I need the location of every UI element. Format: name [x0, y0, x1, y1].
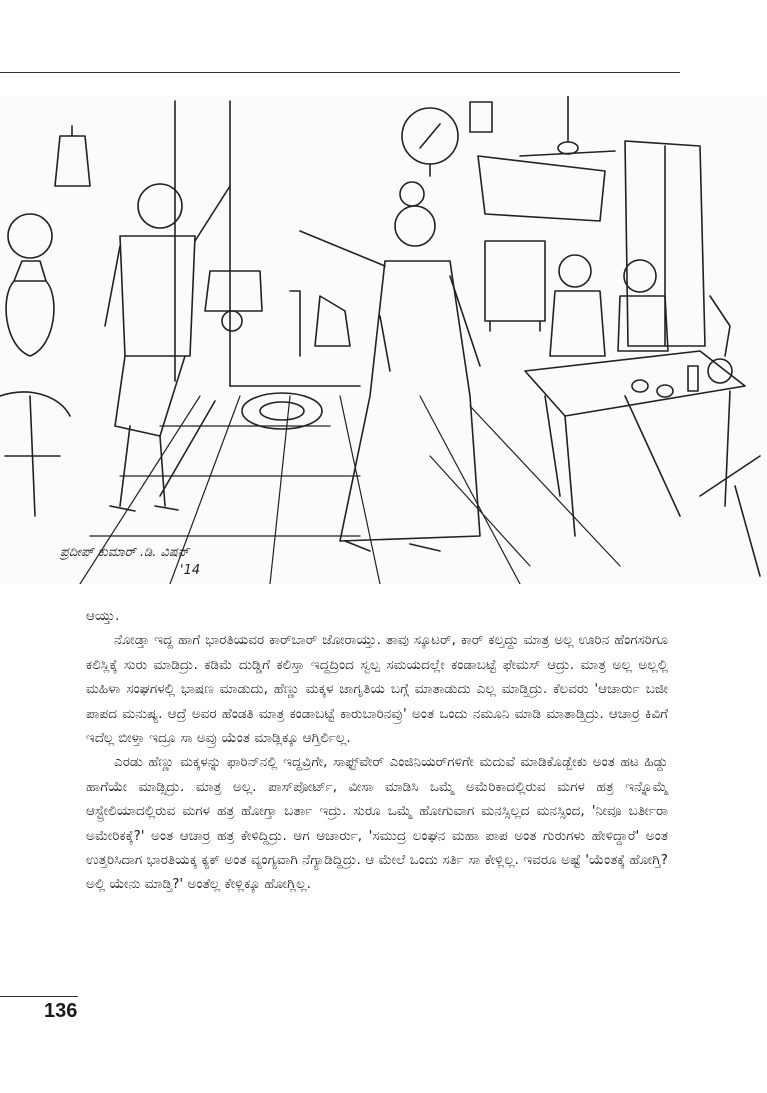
page-number: 136	[44, 1000, 78, 1022]
cabinet	[485, 241, 545, 331]
paragraph-continuation: ಆಯ್ತು.	[86, 608, 120, 624]
window	[478, 156, 605, 221]
side-table	[700, 456, 760, 576]
wardrobe	[625, 141, 705, 346]
toy-vehicle	[205, 271, 350, 356]
body-text	[86, 604, 668, 897]
bottom-rule	[0, 996, 78, 997]
ceiling-fan-icon	[520, 96, 615, 156]
man-figure	[105, 184, 230, 511]
woman-figure	[300, 182, 480, 551]
seated-girl-left	[550, 255, 605, 356]
chair	[0, 392, 70, 516]
top-rule	[0, 72, 680, 73]
seated-girl-right	[618, 260, 668, 351]
rangoli	[242, 393, 322, 429]
hanging-cloth	[55, 126, 90, 186]
artist-signature: ಪ್ರದೀಪ್ ಕುಮಾರ್ .ಡಿ. ವಿಷನ್	[60, 545, 190, 560]
paragraph-2: ಎರಡು ಹೆಣ್ಣು ಮಕ್ಕಳನ್ನು ಫಾರಿನ್‌ನಲ್ಲಿ ಇದ್ದವ್ರಿಗೇ, ಸಾಫ್ಟ್‌ವೇರ್ ಎಂಜಿನಿಯರ್‌ಗಳಿಗೇ ಮದುವೆ ಮಾಡಿಕೊಡ್ಬೇಕು ಅಂತ ಹಟ ಹಿಡ್ದು ಹಾಗೆಯೇ ಮಾಡ್ಸಿದ್ರು. ಮಾತ್ರ ಅಲ್ಲ. ಪಾಸ್‌ಪೋರ್ಟ್, ವೀಸಾ ಮಾಡಿಸಿ ಒಮ್ಮೆ ಅಮೆರಿಕಾದಲ್ಲಿರುವ ಮಗಳ ಹತ್ರ ಇನ್ನೊಮ್ಮೆ ಆಸ್ಟ್ರೇಲಿಯಾದಲ್ಲಿರುವ ಮಗಳ ಹತ್ರ ಹೋಗ್ತಾ ಬರ್ತಾ ಇದ್ರು. ಸುರೂ ಒಮ್ಮೆ ಹೋಗುವಾಗ ಮನಸ್ಸಿಲ್ಲದ ಮನಸ್ಸಿಂದ, 'ನೀವೂ ಬರ್ತೀರಾ ಅಮೇರಿಕಕ್ಕೆ?' ಅಂತ ಆಚಾರ್ರ ಹತ್ರ ಕೇಳಿದ್ದಿದ್ರು. ಆಗ ಆಚಾರ್ರು, 'ಸಮುದ್ರ ಲಂಘನ ಮಹಾ ಪಾಪ ಅಂತ ಗುರುಗಳು ಹೇಳಿದ್ದಾರೆ' ಅಂತ ಉತ್ತರಿಸಿದಾಗ ಭಾರತಿಯಕ್ಕ ಕ್ಯಕ್ ಅಂತ ವ್ಯಂಗ್ಯವಾಗಿ ನೆಗ್ಯಾಡಿದ್ದಿದ್ರು. ಆ ಮೇಲೆ ಒಂದು ಸರ್ತಿ ಸಾ ಕೇಳ್ಲಿಲ್ಲ. ಇವರೂ ಅಷ್ಟೆ 'ಯೆಂತಕ್ಕೆ ಹೋಗ್ತಿ? ಅಲ್ಲಿ ಯೇನು ಮಾಡ್ತಿ?' ಅಂತೆಲ್ಲ ಕೇಳ್ಲಿಕ್ಕೂ ಹೋಗ್ಲಿಲ್ಲ.	[86, 754, 668, 893]
paragraph-1: ನೋಡ್ತಾ ಇದ್ದ ಹಾಗೆ ಭಾರತಿಯವರ ಕಾರ್‌ಬಾರ್ ಜೋರಾಯ್ತು. ತಾವು ಸ್ಕೂಟರ್, ಕಾರ್ ಕಲ್ತದ್ದು ಮಾತ್ರ ಅಲ್ಲ ಊರಿನ ಹೆಂಗಸರಿಗೂ ಕಲಿಸ್ಲಿಕ್ಕೆ ಸುರು ಮಾಡಿದ್ರು. ಕಡಿಮೆ ದುಡ್ಡಿಗೆ ಕಲಿಸ್ತಾ ಇದ್ದದ್ರಿಂದ ಸ್ವಲ್ಪ ಸಮಯದಲ್ಲೇ ಕಂಡಾಬಟ್ಟೆ ಫೇಮಸ್ ಆದ್ರು. ಮಾತ್ರ ಅಲ್ಲ ಅಲ್ಲಲ್ಲಿ ಮಹಿಳಾ ಸಂಘಗಳಲ್ಲಿ ಭಾಷಣ ಮಾಡುದು, ಹೆಣ್ಣು ಮಕ್ಕಳ ಜಾಗೃತಿಯ ಬಗ್ಗೆ ಮಾತಾಡುದು ಎಲ್ಲ ಮಾಡ್ತಿದ್ರು. ಕೆಲವರು 'ಆಚಾರ್ರು ಬಜೀ ಪಾಪದ ಮನುಷ್ಯ. ಆದ್ರೆ ಅವರ ಹೆಂಡತಿ ಮಾತ್ರ ಕಂಡಾಬಟ್ಟೆ ಕಾರುಬಾರಿನವ್ರು' ಅಂತ ಒಂದು ನಮೂನಿ ಮಾಡಿ ಮಾತಾಡ್ತಿದ್ರು. ಆಚಾರ್ರ ಕಿವಿಗೆ ಇದೆಲ್ಲ ಬೀಳ್ತಾ ಇದ್ರೂ ಸಾ ಅವ್ರು ಯೆಂತ ಮಾಡ್ಲಿಕ್ಕೂ ಆಗ್ತಿರ್ಲಿಲ್ಲ.	[86, 632, 668, 747]
plant-pot	[6, 214, 54, 356]
table	[525, 351, 745, 536]
illustration	[0, 96, 767, 584]
artist-year: '14	[180, 563, 201, 578]
